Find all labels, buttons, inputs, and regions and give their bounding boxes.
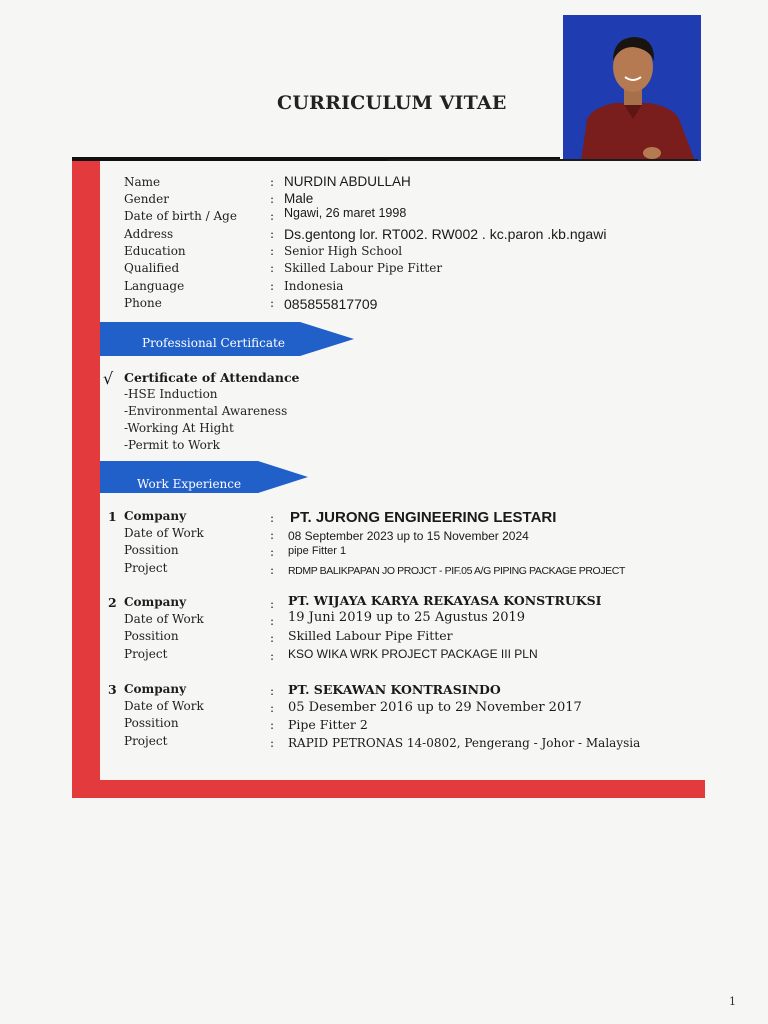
company-name: PT. WIJAYA KARYA REKAYASA KONSTRUKSI bbox=[288, 593, 602, 608]
work-colon: : bbox=[270, 614, 275, 628]
certificate-item: -HSE Induction bbox=[124, 387, 218, 401]
work-colon: : bbox=[270, 649, 275, 663]
work-position: Skilled Labour Pipe Fitter bbox=[288, 628, 453, 643]
certificate-title: Certificate of Attendance bbox=[124, 370, 300, 385]
info-colon: : bbox=[270, 227, 275, 241]
work-colon: : bbox=[270, 597, 275, 611]
work-project: RAPID PETRONAS 14-0802, Pengerang - Johor - Malaysia bbox=[288, 736, 641, 750]
info-colon: : bbox=[270, 244, 275, 258]
work-colon: : bbox=[270, 511, 275, 525]
info-colon: : bbox=[270, 175, 275, 189]
info-value: Senior High School bbox=[284, 244, 403, 258]
info-label: Qualified bbox=[124, 261, 180, 275]
page-number: 1 bbox=[729, 995, 736, 1008]
work-colon: : bbox=[270, 718, 275, 732]
company-name: PT. SEKAWAN KONTRASINDO bbox=[288, 682, 501, 697]
info-colon: : bbox=[270, 209, 275, 223]
work-colon: : bbox=[270, 528, 275, 542]
profile-photo bbox=[563, 15, 701, 161]
work-number: 3 bbox=[108, 682, 117, 697]
certificate-item: -Permit to Work bbox=[124, 438, 220, 452]
position-label: Possition bbox=[124, 543, 179, 557]
info-value: Ds.gentong lor. RT002. RW002 . kc.paron .kb.ngawi bbox=[284, 226, 607, 242]
work-project: KSO WIKA WRK PROJECT PACKAGE III PLN bbox=[288, 647, 538, 661]
info-colon: : bbox=[270, 279, 275, 293]
info-value: Ngawi, 26 maret 1998 bbox=[284, 206, 407, 220]
info-label: Address bbox=[124, 227, 174, 241]
work-project: RDMP BALIKPAPAN JO PROJCT - PIF.05 A/G PIPING PACKAGE PROJECT bbox=[288, 565, 625, 577]
work-position: pipe Fitter 1 bbox=[288, 545, 347, 557]
info-label: Education bbox=[124, 244, 186, 258]
section-title-work: Work Experience bbox=[137, 477, 242, 491]
info-label: Date of birth / Age bbox=[124, 209, 237, 223]
person-photo-icon bbox=[563, 15, 701, 161]
company-label: Company bbox=[124, 682, 187, 696]
red-bottom-bar bbox=[72, 780, 705, 798]
info-value: Indonesia bbox=[284, 279, 344, 293]
position-label: Possition bbox=[124, 629, 179, 643]
section-banner-certificate bbox=[100, 322, 356, 354]
certificate-item: -Environmental Awareness bbox=[124, 404, 288, 418]
date-label: Date of Work bbox=[124, 699, 204, 713]
info-label: Language bbox=[124, 279, 185, 293]
page-title: CURRICULUM VITAE bbox=[277, 92, 507, 114]
position-label: Possition bbox=[124, 716, 179, 730]
work-colon: : bbox=[270, 684, 275, 698]
company-label: Company bbox=[124, 509, 187, 523]
checkmark-icon: √ bbox=[103, 369, 114, 388]
info-value: NURDIN ABDULLAH bbox=[284, 174, 411, 189]
section-title-certificate: Professional Certificate bbox=[142, 336, 285, 350]
top-divider-right bbox=[388, 159, 698, 161]
work-date: 08 September 2023 up to 15 November 2024 bbox=[288, 529, 529, 543]
info-colon: : bbox=[270, 296, 275, 310]
info-value: Skilled Labour Pipe Fitter bbox=[284, 261, 443, 275]
work-colon: : bbox=[270, 736, 275, 750]
project-label: Project bbox=[124, 734, 168, 748]
work-date: 19 Juni 2019 up to 25 Agustus 2019 bbox=[288, 610, 526, 625]
info-value: Male bbox=[284, 191, 314, 206]
company-label: Company bbox=[124, 595, 187, 609]
info-colon: : bbox=[270, 261, 275, 275]
date-label: Date of Work bbox=[124, 612, 204, 626]
date-label: Date of Work bbox=[124, 526, 204, 540]
info-colon: : bbox=[270, 192, 275, 206]
work-position: Pipe Fitter 2 bbox=[288, 717, 368, 732]
info-label: Name bbox=[124, 175, 161, 189]
work-colon: : bbox=[270, 545, 275, 559]
project-label: Project bbox=[124, 647, 168, 661]
company-name: PT. JURONG ENGINEERING LESTARI bbox=[290, 509, 557, 526]
project-label: Project bbox=[124, 561, 168, 575]
info-value: 085855817709 bbox=[284, 296, 378, 312]
work-colon: : bbox=[270, 701, 275, 715]
section-banner-work bbox=[100, 461, 310, 493]
work-number: 1 bbox=[108, 509, 117, 524]
certificate-item: -Working At Hight bbox=[124, 421, 234, 435]
work-date: 05 Desember 2016 up to 29 November 2017 bbox=[288, 700, 582, 715]
info-label: Phone bbox=[124, 296, 162, 310]
work-number: 2 bbox=[108, 595, 117, 610]
info-label: Gender bbox=[124, 192, 169, 206]
red-sidebar-bar bbox=[72, 161, 100, 798]
work-colon: : bbox=[270, 631, 275, 645]
work-colon: : bbox=[270, 563, 275, 577]
